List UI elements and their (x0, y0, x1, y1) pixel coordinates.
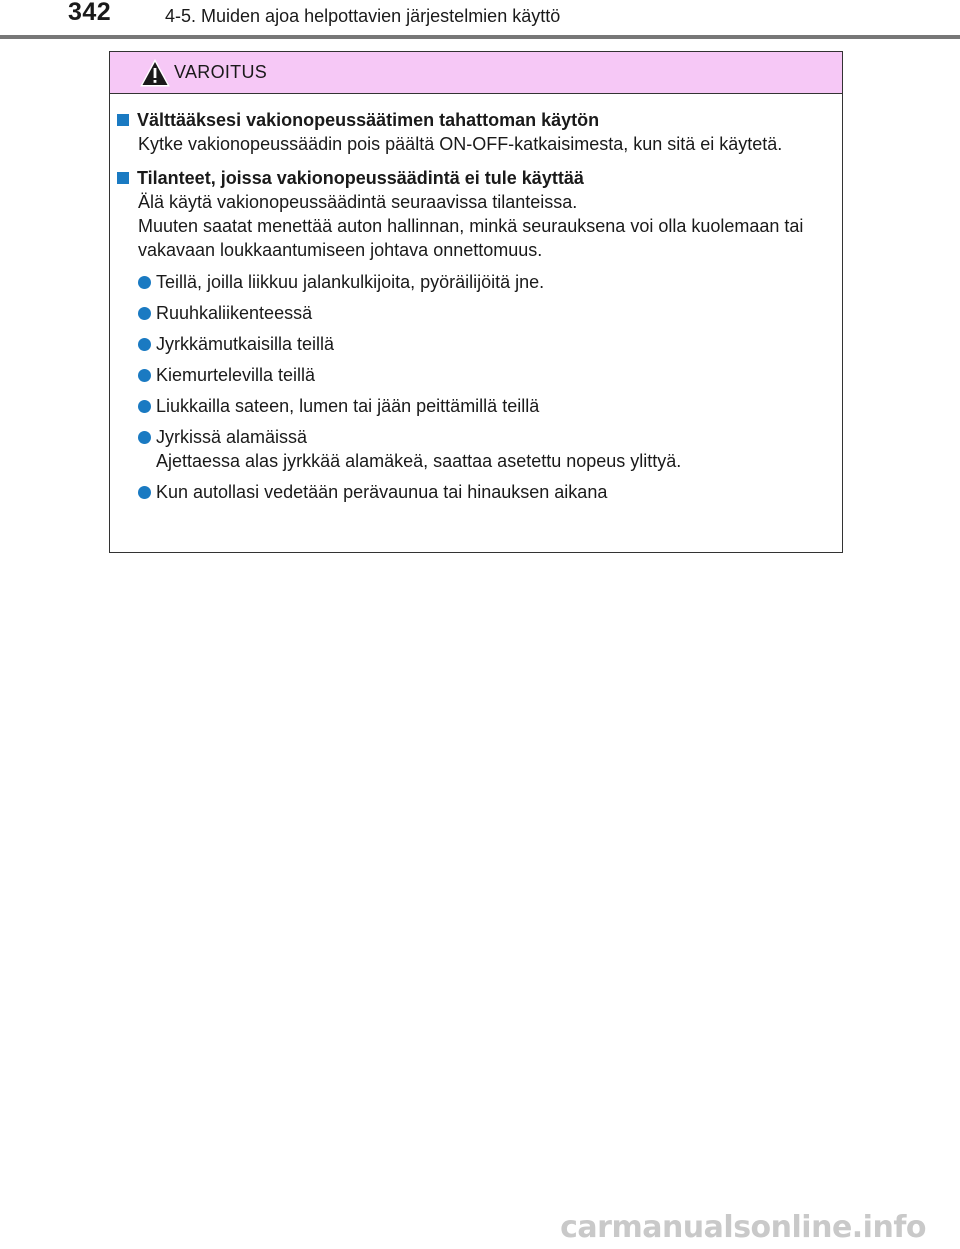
section-intro-line: Muuten saatat menettää auton hallinnan, minkä seurauksena voi olla kuolemaan tai vakavaan loukkaantumiseen johtava onnettomuus. (138, 216, 804, 260)
list-item (116, 270, 826, 294)
situation-list (116, 270, 826, 504)
section-situations-not-to-use (116, 166, 826, 504)
round-bullet-icon (138, 307, 151, 320)
list-item-text: Teillä, joilla liikkuu jalankulkijoita, pyöräilijöitä jne. (156, 272, 545, 292)
list-item-text: Ruuhkaliikenteessä (156, 303, 313, 323)
warning-header (110, 52, 842, 94)
warning-body (110, 94, 842, 504)
warning-box (109, 51, 843, 553)
section-avoid-unintended-use (116, 108, 826, 156)
header-rule (0, 35, 960, 39)
list-item (116, 480, 826, 504)
section-heading (116, 166, 826, 190)
section-title: 4-5. Muiden ajoa helpottavien järjestelmien käyttö (165, 6, 561, 26)
round-bullet-icon (138, 369, 151, 382)
list-item-text: Jyrkissä alamäissä (156, 427, 308, 447)
square-bullet-icon (117, 172, 129, 184)
section-text: Kytke vakionopeussäädin pois päältä ON-OFF-katkaisimesta, kun sitä ei käytetä. (138, 134, 783, 154)
list-item-text-block (156, 425, 681, 473)
list-item (116, 363, 826, 387)
round-bullet-icon (138, 338, 151, 351)
list-item (116, 332, 826, 356)
round-bullet-icon (138, 276, 151, 289)
page-header (0, 0, 960, 40)
round-bullet-icon (138, 400, 151, 413)
section-heading (116, 108, 826, 132)
section-heading-text: Välttääksesi vakionopeussäätimen tahattoman käytön (137, 110, 600, 130)
page-number: 342 (68, 0, 112, 26)
section-heading-text: Tilanteet, joissa vakionopeussäädintä ei tule käyttää (137, 168, 584, 188)
warning-label: VAROITUS (174, 62, 268, 82)
list-item (116, 394, 826, 418)
round-bullet-icon (138, 486, 151, 499)
list-item-text: Kiemurtelevilla teillä (156, 365, 316, 385)
list-item-text: Kun autollasi vedetään perävaunua tai hinauksen aikana (156, 482, 608, 502)
list-item-text: Liukkailla sateen, lumen tai jään peittämillä teillä (156, 396, 540, 416)
watermark: carmanualsonline.info (560, 1210, 926, 1245)
round-bullet-icon (138, 431, 151, 444)
list-item-note: Ajettaessa alas jyrkkää alamäkeä, saattaa asetettu nopeus ylittyä. (156, 451, 682, 471)
list-item (116, 301, 826, 325)
warning-triangle-icon (140, 59, 170, 87)
section-intro-line: Älä käytä vakionopeussäädintä seuraavissa tilanteissa. (138, 192, 578, 212)
square-bullet-icon (117, 114, 129, 126)
list-item (116, 425, 826, 473)
list-item-text: Jyrkkämutkaisilla teillä (156, 334, 335, 354)
